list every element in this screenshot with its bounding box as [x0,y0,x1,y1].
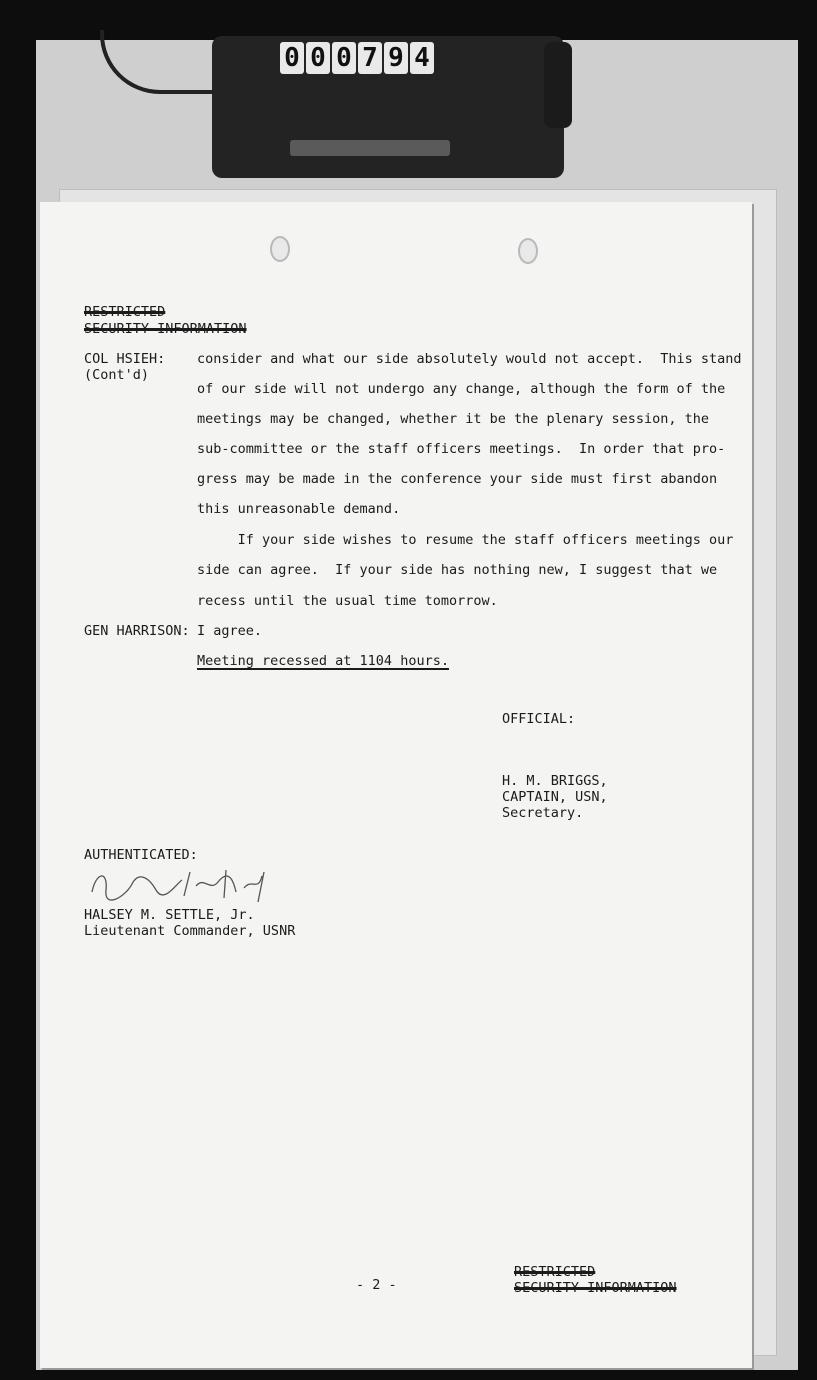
authenticator-rank: Lieutenant Commander, USNR [84,923,296,939]
speaker-hsieh: COL HSIEH: [84,351,166,367]
page-number: - 2 - [356,1277,397,1293]
speaker-hsieh-cont: (Cont'd) [84,367,150,383]
counter-knob [544,42,572,128]
speaker-harrison: GEN HARRISON: [84,623,190,639]
header-security: SECURITY INFORMATION [84,321,247,337]
counter-digit: 4 [410,42,434,74]
paragraph-line: recess until the usual time tomorrow. [197,593,498,609]
recess-note: Meeting recessed at 1104 hours. [197,653,449,669]
paragraph-line: of our side will not undergo any change, although the form of the [197,381,726,397]
punch-hole [270,236,290,262]
counter-digit: 9 [384,42,408,74]
authenticated-label: AUTHENTICATED: [84,847,198,863]
counter-digit: 0 [280,42,304,74]
official-rank: CAPTAIN, USN, [502,789,608,805]
footer-security: SECURITY INFORMATION [514,1280,677,1296]
official-label: OFFICIAL: [502,711,576,727]
harrison-reply: I agree. [197,623,263,639]
frame-counter [212,36,564,178]
counter-digits [280,42,434,74]
counter-slot [290,140,450,156]
paragraph-line: side can agree. If your side has nothing new, I suggest that we [197,562,718,578]
punch-hole [518,238,538,264]
counter-digit: 7 [358,42,382,74]
counter-digit: 0 [306,42,330,74]
header-classification: RESTRICTED [84,304,166,320]
authenticator-name: HALSEY M. SETTLE, Jr. [84,907,255,923]
paragraph-line: consider and what our side absolutely would not accept. This stand [197,351,742,367]
handwritten-signature [86,862,276,906]
paragraph-line: this unreasonable demand. [197,501,401,517]
official-name: H. M. BRIGGS, [502,773,608,789]
official-title: Secretary. [502,805,584,821]
counter-digit: 0 [332,42,356,74]
paragraph-line: gress may be made in the conference your side must first abandon [197,471,718,487]
footer-classification: RESTRICTED [514,1264,596,1280]
paragraph-line: meetings may be changed, whether it be the plenary session, the [197,411,710,427]
paragraph-line: sub-committee or the staff officers meetings. In order that pro- [197,441,726,457]
paragraph-line: If your side wishes to resume the staff officers meetings our [197,532,734,548]
